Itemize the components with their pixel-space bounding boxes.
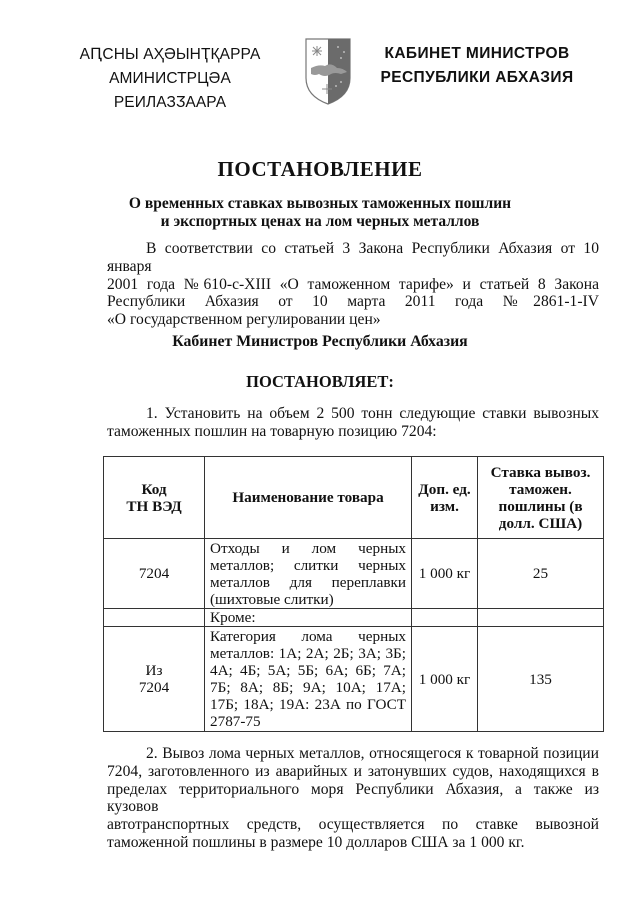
cell-code	[104, 609, 205, 627]
subtitle-line-2: и экспортных ценах на лом черных металлов	[160, 213, 480, 230]
table-row	[104, 609, 604, 627]
cell-name-line: Отходы и лом черных	[210, 539, 406, 557]
cell-name-line: 4А; 4Б; 5А; 5Б; 6А; 6Б; 7А;	[210, 662, 406, 679]
header-unit-line-1: Доп. ед.	[418, 480, 471, 498]
clause-2-line-3: пределах территориального моря Республики Абхазия, а также из кузовов	[107, 780, 599, 816]
clause-1-line-1-text: 1. Установить на объем 2 500 тонн следующие ставки вывозных	[146, 405, 599, 422]
header-rate-line-3: пошлины (в	[498, 497, 583, 515]
cell-name-line: Категория лома черных	[210, 628, 406, 645]
header-abkhaz-title	[60, 43, 280, 115]
header-code-line-1: Код	[141, 480, 167, 498]
cell-code	[104, 627, 205, 732]
preamble-line-1-text: В соответствии со статьей 3 Закона Республики Абхазия от 10 января	[107, 240, 599, 275]
table-row	[104, 539, 604, 609]
clause-2-line-4: автотранспортных средств, осуществляется по ставке вывозной	[107, 816, 599, 834]
header-abkhaz-line-2: АМИНИСТРЦӘА РЕИЛАЗӠААРА	[109, 70, 231, 111]
clause-1-line-1	[107, 405, 599, 423]
preamble-paragraph	[107, 240, 599, 329]
document-subtitle	[0, 195, 640, 231]
cell-name-line: металлов; слитки черных	[210, 556, 406, 574]
preamble-line-1	[107, 240, 599, 276]
subtitle-line-1: О временных ставках вывозных таможенных пошлин	[128, 195, 512, 212]
clause-1-paragraph	[107, 405, 599, 441]
header-rate-line-4: долл. США)	[498, 514, 583, 532]
header-name: Наименование товара	[205, 457, 412, 539]
cell-code-line-2: 7204	[138, 679, 170, 696]
preamble-line-2: 2001 года №610-с-XIII «О таможенном тарифе» и статьей 8 Закона	[107, 275, 599, 293]
cell-name-line: металлов для переплавки	[210, 573, 406, 591]
clause-2-line-1	[107, 745, 599, 763]
clause-2-paragraph	[107, 745, 599, 852]
issuer-heading: Кабинет Министров Республики Абхазия	[172, 333, 468, 350]
cell-rate	[478, 609, 604, 627]
cell-name-line: 7Б; 8А; 8Б; 9А; 10А; 17А;	[210, 679, 406, 696]
cell-name: Кроме:	[205, 609, 412, 627]
cell-name-line: (шихтовые слитки)	[210, 590, 334, 608]
header-code-line-2: ТН ВЭД	[126, 497, 182, 515]
cell-name-line: 2787-75	[210, 713, 261, 730]
cell-unit: 1 000 кг	[412, 627, 478, 732]
coat-of-arms-icon	[305, 38, 351, 105]
table-header-row	[104, 457, 604, 539]
table-row	[104, 627, 604, 732]
preamble-line-4: «О государственном регулировании цен»	[107, 311, 381, 329]
clause-2-line-5: таможенной пошлины в размере 10 долларов США за 1 000 кг.	[107, 833, 525, 851]
clause-2-line-2: 7204, заготовленного из аварийных и затонувших судов, находящихся в	[107, 762, 599, 780]
header-rate-line-1: Ставка вывоз.	[490, 463, 591, 481]
cell-unit	[412, 609, 478, 627]
cell-name-line: металлов: 1А; 2А; 2Б; 3А; 3Б;	[210, 645, 406, 662]
cell-code: 7204	[104, 539, 205, 609]
cell-code-line-1: Из	[145, 662, 163, 679]
document-title: ПОСТАНОВЛЕНИЕ	[217, 157, 423, 181]
resolves-heading: ПОСТАНОВЛЯЕТ:	[246, 372, 394, 391]
clause-1-line-2: таможенных пошлин на товарную позицию 7204:	[107, 422, 437, 440]
cell-name-line: 17Б; 18А; 19А: 23А по ГОСТ	[210, 696, 406, 713]
preamble-line-3: Республики Абхазия от 10 марта 2011 года №2861-1-IV	[107, 293, 599, 311]
header-unit	[412, 457, 478, 539]
header-unit-line-2: изм.	[430, 497, 459, 515]
header-russian-title	[372, 42, 582, 90]
header-abkhaz-line-1: АԤСНЫ АҲӘЫНҬҚАРРА	[79, 46, 261, 63]
cell-rate: 135	[478, 627, 604, 732]
tariff-table	[103, 456, 604, 732]
header-code	[104, 457, 205, 539]
header-russian-line-2: РЕСПУБЛИКИ АБХАЗИЯ	[380, 69, 574, 86]
clause-2-line-1-text: 2. Вывоз лома черных металлов, относящегося к товарной позиции	[146, 745, 599, 762]
header-rate-line-2: таможен.	[509, 480, 572, 498]
cell-unit: 1 000 кг	[412, 539, 478, 609]
cell-name	[205, 627, 412, 732]
header-russian-line-1: КАБИНЕТ МИНИСТРОВ	[384, 45, 570, 62]
cell-rate: 25	[478, 539, 604, 609]
header-rate	[478, 457, 604, 539]
cell-name	[205, 539, 412, 609]
